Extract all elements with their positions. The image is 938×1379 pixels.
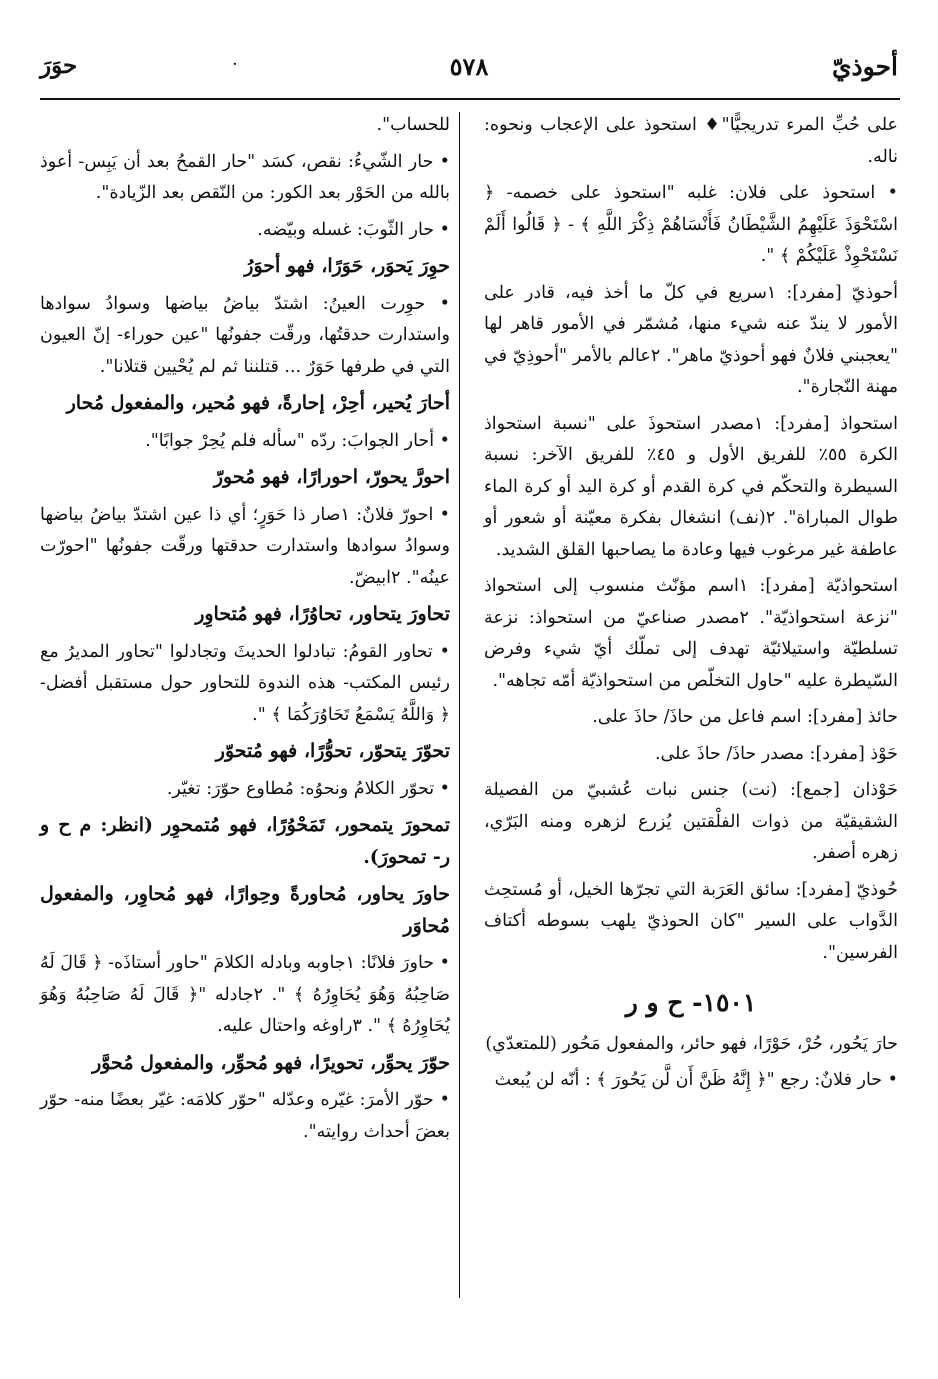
verb-heading: تحوّرَ يتحوّر، تحوُّرًا، فهو مُتحوّر [215,740,450,762]
entry-text: • حار فلانٌ: رجع "﴿ إِنَّهُ ظَنَّ أَن لَّن يَحُورَ ﴾ : أنّه لن يُبعث [494,1070,898,1090]
entry-text: أحوذيّ [مفرد]: ١سريع في كلّ ما أخذ فيه، قادر على الأمور لا يندّ عنه شيء منها، مُشمّر في الأمور قاهر لها "يعجبني فلانٌ فهو أحوذيّ ماهر". ٢عالم بالأمر "أحوذِيّ في مهنة النّجارة". [484,282,898,397]
column-divider [459,112,460,1298]
entry-text: استحواذيّة [مفرد]: ١اسم مؤنّث منسوب إلى استحواذ "نزعة استحواذيّة". ٢مصدر صناعيّ من استحواذ: نزعة تسلطيّة واستيلائيّة تهدف إلى تملّك أيّ شيء وفرض السّيطرة عليه "حاول التخلّص من استحواذيّة أمّه تجاهه". [484,576,898,691]
entry-text: على حُبِّ المرء تدريجيًّا"♦ استحوذ على الإعجاب ونحوه: ناله. [484,115,898,167]
root-section-title: ١٥٠١- ح و ر [625,988,757,1017]
entry-text: • احورّ فلانٌ: ١صار ذا حَوَرٍ؛ أي ذا عين اشتدّ بياضُ بياضها وسوادُ سوادها واستدارت حدقتها ورقّت جفونُها "احورّت عينُه". ٢ابيضّ. [40,504,450,588]
verb-heading: تمحورَ يتمحور، تَمَحْوُرًا، فهو مُتمحوِر (انظر: م ح و ر- تمحورَ). [40,814,450,868]
header-first-entry: أحوذيّ [831,52,898,81]
entry-text: استحواذ [مفرد]: ١مصدر استحوذَ على "نسبة استحواذ الكرة ٥٥٪ للفريق الأول و ٤٥٪ للفريق الآخر: نسبة السيطرة والتحكّم في كرة القدم أو كرة اليد أو كرة الماء طوال المباراة". ٢(نف) انشغال بفكرة معيّنة أو شعور أو عاطفة غير مرغوب فيها وعادة ما يصاحبها القلق الشديد. [484,413,899,560]
verb-heading: حوِرَ يَحوَر، حَوَرًا، فهو أحوَرُ [244,255,450,277]
entry-text: • استحوذ على فلان: غلبه "استحوذ على خصمه- ﴿ اسْتَحْوَذَ عَلَيْهِمُ الشَّيْطَانُ فَأَنْسَاهُمْ ذِكْرَ اللَّهِ ﴾ - ﴿ قَالُوا أَلَمْ نَسْتَحْوِذْ عَلَيْكُمْ ﴾ ". [484,183,898,266]
header-dot: · [232,54,238,75]
right-column [484,110,898,1102]
entry-text: • حار الثّوبَ: غسله وبيّضه. [257,219,450,240]
entry-text: • حاورَ فلانًا: ١جاوبه وبادله الكلامَ "حاور أستاذَه- ﴿ قَالَ لَهُ صَاحِبُهُ وَهُوَ يُحَاوِرُهُ ﴾ ". ٢جادله "﴿ قَالَ لَهُ صَاحِبُهُ وَهُوَ يُحَاوِرُهُ ﴾ ". ٣راوغه واحتال عليه. [40,953,450,1036]
verb-heading: تحاورَ يتحاور، تحاوُرًا، فهو مُتحاوِر [195,603,450,625]
entry-text: • تحاور القومُ: تبادلوا الحديثَ وتجادلوا "تحاور المديرُ مع رئيس المكتب- هذه الندوة للتحاور حول مستقبل أفضل- ﴿ وَاللَّهُ يَسْمَعُ تَحَاوُرَكُمَا ﴾ ". [40,641,450,725]
entry-text: حَوْذ [مفرد]: مصدر حاذَ/ حاذَ على. [654,743,898,764]
left-column [40,110,450,1153]
entry-text: • حوِرت العينُ: اشتدّ بياضُ بياضها وسوادُ سوادها واستدارت حدقتُها، ورقّت جفونُها "عين حوراء- إنّ العيون التي في طرفها حَوَرٌ ... قتلننا ثم لم يُحْيين قتلانا". [40,293,450,377]
page-header [40,44,898,94]
verb-heading: حوّرَ يحوِّر، تحويرًا، فهو مُحوِّر، والمفعول مُحوَّر [92,1051,450,1074]
entry-text: حارَ يَحُور، حُرْ، حَوْرًا، فهو حائر، والمفعول مَحُور (للمتعدّي) [485,1033,898,1054]
entry-text: • حار الشّيءُ: نقص، كسَد "حار القمحُ بعد أن يَبِس- أعوذ بالله من الحَوْر بعد الكور: من النّقص بعد الزّيادة". [40,151,450,203]
header-rule [40,98,900,100]
entry-text: للحساب". [376,115,450,135]
page-number: ٥٧٨ [449,52,489,81]
header-last-entry: حوَرَ [40,52,78,79]
entry-text: • حوّر الأمرَ: غيّره وعدّله "حوّر كلامَه: غيّر بعضًا منه- حوّر بعضَ أحداث روايته". [40,1090,450,1142]
entry-text: حَوْذان [جمع]: (نت) جنس نبات عُشبيّ من الفصيلة الشقيقيّة من ذوات الفلْقتين يُزرع لزهره ومنه البَرّي، زهره أصفر. [484,780,898,863]
entry-text: • تحوّر الكلامُ ونحوُه: مُطاوع حوّرَ: تغيّر. [166,778,450,799]
verb-heading: أحارَ يُحير، أحِرْ، إحارةً، فهو مُحير، والمفعول مُحار [66,392,450,414]
entry-text: • أحار الجوابَ: ردّه "سأله فلم يُحِرْ جوابًا". [145,430,450,451]
verb-heading: احورَّ يحورّ، احورارًا، فهو مُحورّ [213,466,450,488]
verb-heading: حاورَ يحاور، مُحاورةً وحِوارًا، فهو مُحاوِر، والمفعول مُحاوَر [40,883,450,937]
entry-text: حُوذيّ [مفرد]: سائق العَرَبة التي تجرّها الخيل، أو مُستحِث الدَّواب على السير "كان الحوذيّ يلهب بسوطه أكتاف الفرسين". [484,879,898,963]
entry-text: حائذ [مفرد]: اسم فاعل من حاذَ/ حاذَ على. [592,707,898,727]
